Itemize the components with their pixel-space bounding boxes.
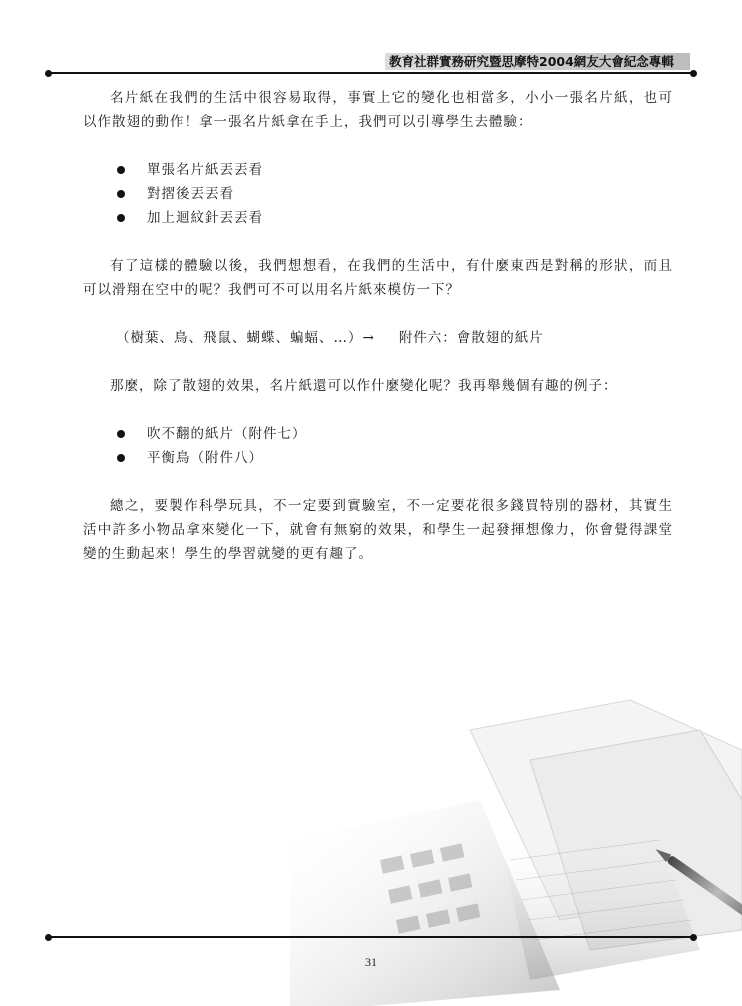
- bullet-icon: [117, 190, 125, 198]
- bullet-icon: [117, 454, 125, 462]
- footer-rule: [48, 936, 693, 938]
- list-item: [117, 158, 673, 182]
- list-item-text: 對摺後丟丟看: [147, 186, 234, 202]
- main-content: [83, 86, 673, 590]
- header-rule-left-dot: [45, 70, 52, 77]
- example-items: （樹葉、鳥、飛鼠、蝴蝶、蝙蝠、…）: [116, 330, 363, 346]
- paragraph-3: 那麼，除了散翅的效果，名片紙還可以作什麼變化呢？我再舉幾個有趣的例子：: [110, 378, 618, 394]
- page-number: 31: [365, 955, 377, 969]
- paragraph-2: 有了這樣的體驗以後，我們想想看，在我們的生活中，有什麼東西是對稱的形狀，而且可以滑翔在空中的呢？我們可不可以用名片紙來模仿一下？: [83, 258, 673, 298]
- list-item-text: 平衡鳥（附件八）: [147, 450, 263, 466]
- bullet-icon: [117, 430, 125, 438]
- list-item-text: 吹不翻的紙片（附件七）: [147, 426, 307, 442]
- arrow-icon: →: [362, 330, 375, 346]
- list-item: [117, 182, 673, 206]
- list-item: [117, 446, 673, 470]
- bullet-list-1: [83, 158, 673, 230]
- paragraph-1: 名片紙在我們的生活中很容易取得，事實上它的變化也相當多，小小一張名片紙，也可以作散翅的動作！拿一張名片紙拿在手上，我們可以引導學生去體驗：: [83, 90, 673, 130]
- example-line: [83, 326, 673, 350]
- list-item-text: 單張名片紙丟丟看: [147, 162, 263, 178]
- bullet-icon: [117, 166, 125, 174]
- bullet-icon: [117, 214, 125, 222]
- list-item: [117, 206, 673, 230]
- list-item-text: 加上迴紋針丟丟看: [147, 210, 263, 226]
- example-reference: 附件六：會散翅的紙片: [398, 330, 544, 346]
- bullet-list-2: [83, 422, 673, 470]
- footer-rule-right-dot: [690, 934, 697, 941]
- header-rule-right-dot: [690, 70, 697, 77]
- paragraph-4: 總之，要製作科學玩具，不一定要到實驗室，不一定要花很多錢買特別的器材，其實生活中許多小物品拿來變化一下，就會有無窮的效果，和學生一起發揮想像力，你會覺得課堂變的生動起來！學生的學習就變的更有趣了。: [83, 498, 673, 562]
- list-item: [117, 422, 673, 446]
- header-title: 教育社群實務研究暨思摩特2004網友大會紀念專輯: [389, 54, 674, 69]
- footer-rule-left-dot: [45, 934, 52, 941]
- header-rule: [48, 72, 693, 74]
